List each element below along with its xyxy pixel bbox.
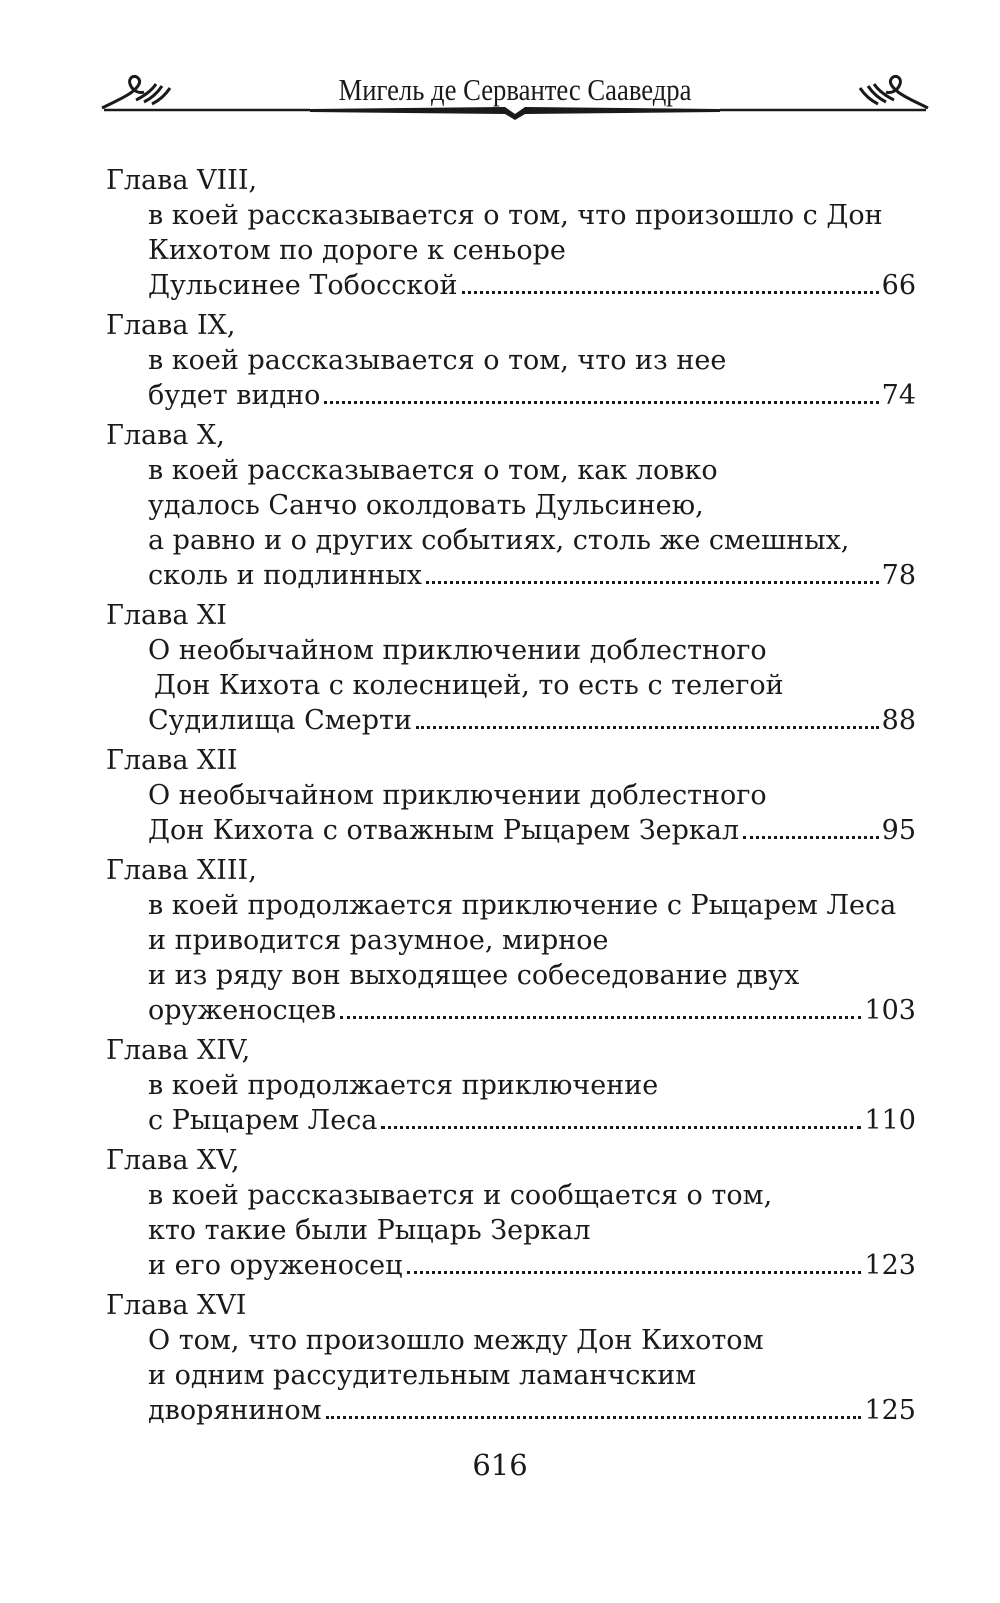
- dot-leader: [326, 1416, 862, 1419]
- chapter-title-last-line: [106, 1249, 916, 1284]
- toc-entry: [106, 309, 916, 414]
- chapter-heading: Глава XIV,: [106, 1035, 251, 1066]
- page-reference: 95: [881, 815, 916, 846]
- chapter-title-line: О необычайном приключении доблестного: [148, 780, 767, 811]
- chapter-title-last-line: [106, 704, 916, 739]
- chapter-title-text: сколь и подлинных: [148, 560, 422, 591]
- chapter-heading: Глава XVI: [106, 1290, 247, 1321]
- toc-entry: [106, 599, 916, 739]
- chapter-title-line: Дон Кихота с колесницей, то есть с телегой: [154, 670, 784, 701]
- page-reference: 103: [864, 995, 916, 1026]
- chapter-heading: Глава XIII,: [106, 855, 257, 886]
- chapter-title-text: дворянином: [148, 1395, 322, 1426]
- chapter-title-text: и его оруженосец: [148, 1250, 403, 1281]
- chapter-title-last-line: [106, 559, 916, 594]
- chapter-title-text: Дульсинее Тобосской: [148, 270, 458, 301]
- chapter-title-last-line: [106, 269, 916, 304]
- chapter-title-last-line: [106, 379, 916, 414]
- dot-leader: [416, 726, 879, 729]
- chapter-title-last-line: [106, 1104, 916, 1139]
- chapter-title-last-line: [106, 814, 916, 849]
- toc-entry: [106, 1289, 916, 1429]
- toc-entry: [106, 419, 916, 594]
- chapter-title-line: в коей рассказывается о том, что из нее: [148, 345, 727, 376]
- chapter-heading: Глава IX,: [106, 310, 236, 341]
- toc-entry: [106, 164, 916, 304]
- chapter-title-line: в коей продолжается приключение: [148, 1070, 659, 1101]
- chapter-title-text: будет видно: [148, 380, 321, 411]
- page-reference: 125: [864, 1395, 916, 1426]
- page-reference: 123: [864, 1250, 916, 1281]
- chapter-title-text: оруженосцев: [148, 995, 337, 1026]
- page-reference: 66: [881, 270, 916, 301]
- chapter-title-line: а равно и о других событиях, столь же смешных,: [148, 525, 850, 556]
- chapter-heading: Глава X,: [106, 420, 225, 451]
- chapter-title-line: удалось Санчо околдовать Дульсинею,: [148, 490, 704, 521]
- chapter-title-line: О том, что произошло между Дон Кихотом: [148, 1325, 764, 1356]
- chapter-title-text: Дон Кихота с отважным Рыцарем Зеркал: [148, 815, 740, 846]
- dot-leader: [462, 291, 879, 294]
- page-reference: 74: [881, 380, 916, 411]
- chapter-title-line: Кихотом по дороге к сеньоре: [148, 235, 566, 266]
- page-reference: 88: [881, 705, 916, 736]
- running-header: [100, 62, 930, 132]
- chapter-heading: Глава VIII,: [106, 165, 258, 196]
- chapter-title-last-line: [106, 1394, 916, 1429]
- toc-entry: [106, 854, 916, 1029]
- chapter-title-text: Судилища Смерти: [148, 705, 412, 736]
- page-reference: 78: [881, 560, 916, 591]
- chapter-title-last-line: [106, 994, 916, 1029]
- toc-entry: [106, 1034, 916, 1139]
- toc-entry: [106, 744, 916, 849]
- page-reference: 110: [864, 1105, 916, 1136]
- chapter-title-line: кто такие были Рыцарь Зеркал: [148, 1215, 591, 1246]
- dot-leader: [407, 1271, 862, 1274]
- chapter-title-line: и из ряду вон выходящее собеседование двух: [148, 960, 800, 991]
- toc-entry: [106, 1144, 916, 1284]
- chapter-title-text: с Рыцарем Леса: [148, 1105, 378, 1136]
- chapter-heading: Глава XI: [106, 600, 227, 631]
- chapter-title-line: О необычайном приключении доблестного: [148, 635, 767, 666]
- chapter-heading: Глава XV,: [106, 1145, 240, 1176]
- chapter-title-line: в коей рассказывается и сообщается о том,: [148, 1180, 773, 1211]
- chapter-title-line: и одним рассудительным ламанчским: [148, 1360, 697, 1391]
- running-title: Мигель де Сервантес Сааведра: [338, 72, 692, 107]
- dot-leader: [381, 1126, 861, 1129]
- table-of-contents: [106, 164, 916, 1434]
- chapter-title-line: в коей рассказывается о том, что произошло с Дон: [148, 200, 883, 231]
- chapter-title-line: и приводится разумное, мирное: [148, 925, 609, 956]
- chapter-title-line: в коей рассказывается о том, как ловко: [148, 455, 718, 486]
- chapter-heading: Глава XII: [106, 745, 238, 776]
- chapter-title-line: в коей продолжается приключение с Рыцарем Леса: [148, 890, 897, 921]
- dot-leader: [426, 581, 879, 584]
- dot-leader: [743, 836, 879, 839]
- dot-leader: [340, 1016, 861, 1019]
- page-number: 616: [472, 1448, 528, 1482]
- dot-leader: [324, 401, 878, 404]
